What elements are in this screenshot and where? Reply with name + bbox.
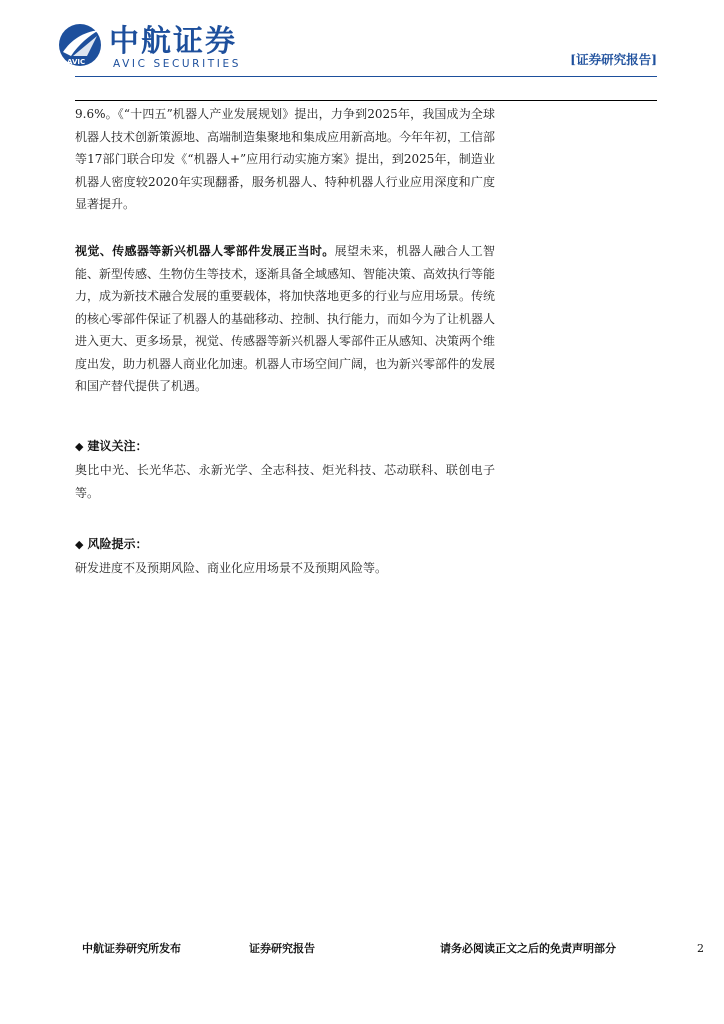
header-divider-black	[75, 100, 657, 101]
paragraph-body: 展望未来，机器人融合人工智能、新型传感、生物仿生等技术，逐渐具备全域感知、智能决策、高效执行等能力，成为新技术融合发展的重要载体，将加快落地更多的行业与应用场景。传统的核心零部件保证了机器人的基础移动、控制、执行能力，而如今为了让机器人进入更大、更多场景，视觉、传感器等新兴机器人零部件正从感知、决策两个维度出发，助力机器人商业化加速。机器人市场空间广阔，也为新兴零部件的发展和国产替代提供了机遇。	[75, 244, 496, 393]
logo-english-name: AVIC SECURITIES	[113, 58, 241, 70]
paragraph-lead-bold: 视觉、传感器等新兴机器人零部件发展正当时。	[75, 244, 335, 258]
section-title-text: 风险提示：	[87, 537, 148, 551]
recommendation-list: 奥比中光、长光华芯、永新光学、全志科技、炬光科技、芯动联科、联创电子等。	[75, 463, 495, 500]
footer-publisher: 中航证券研究所发布	[82, 942, 181, 955]
section-title-text: 建议关注：	[87, 439, 148, 453]
paragraph-components-outlook	[75, 240, 495, 398]
svg-text:AVIC: AVIC	[67, 58, 86, 66]
avic-logo	[57, 22, 247, 72]
page-footer	[0, 930, 724, 970]
diamond-bullet-icon: ◆	[75, 538, 84, 551]
page-number: 2	[697, 942, 704, 955]
footer-disclaimer-note: 请务必阅读正文之后的免责声明部分	[440, 942, 616, 955]
paragraph-robot-policy: 9.6%。《“十四五”机器人产业发展规划》提出，力争到2025年，我国成为全球机器人技术创新策源地、高端制造集聚地和集成应用新高地。今年年初，工信部等17部门联合印发《“机器人+”应用行动实施方案》提出，到2025年，制造业机器人密度较2020年实现翻番，服务机器人、特种机器人行业应用深度和广度显著提升。	[75, 107, 496, 211]
diamond-bullet-icon: ◆	[75, 440, 84, 453]
header-divider-blue	[75, 76, 657, 77]
report-type-tag: [证券研究报告]	[570, 52, 657, 67]
risk-warning-text: 研发进度不及预期风险、商业化应用场景不及预期风险等。	[75, 561, 388, 575]
section-title-recommendations	[75, 436, 147, 457]
avic-logo-icon	[57, 22, 103, 68]
section-title-risks	[75, 534, 147, 555]
logo-chinese-name: 中航证券	[109, 24, 237, 59]
footer-report-type: 证券研究报告	[249, 942, 315, 955]
page-header	[0, 0, 724, 100]
